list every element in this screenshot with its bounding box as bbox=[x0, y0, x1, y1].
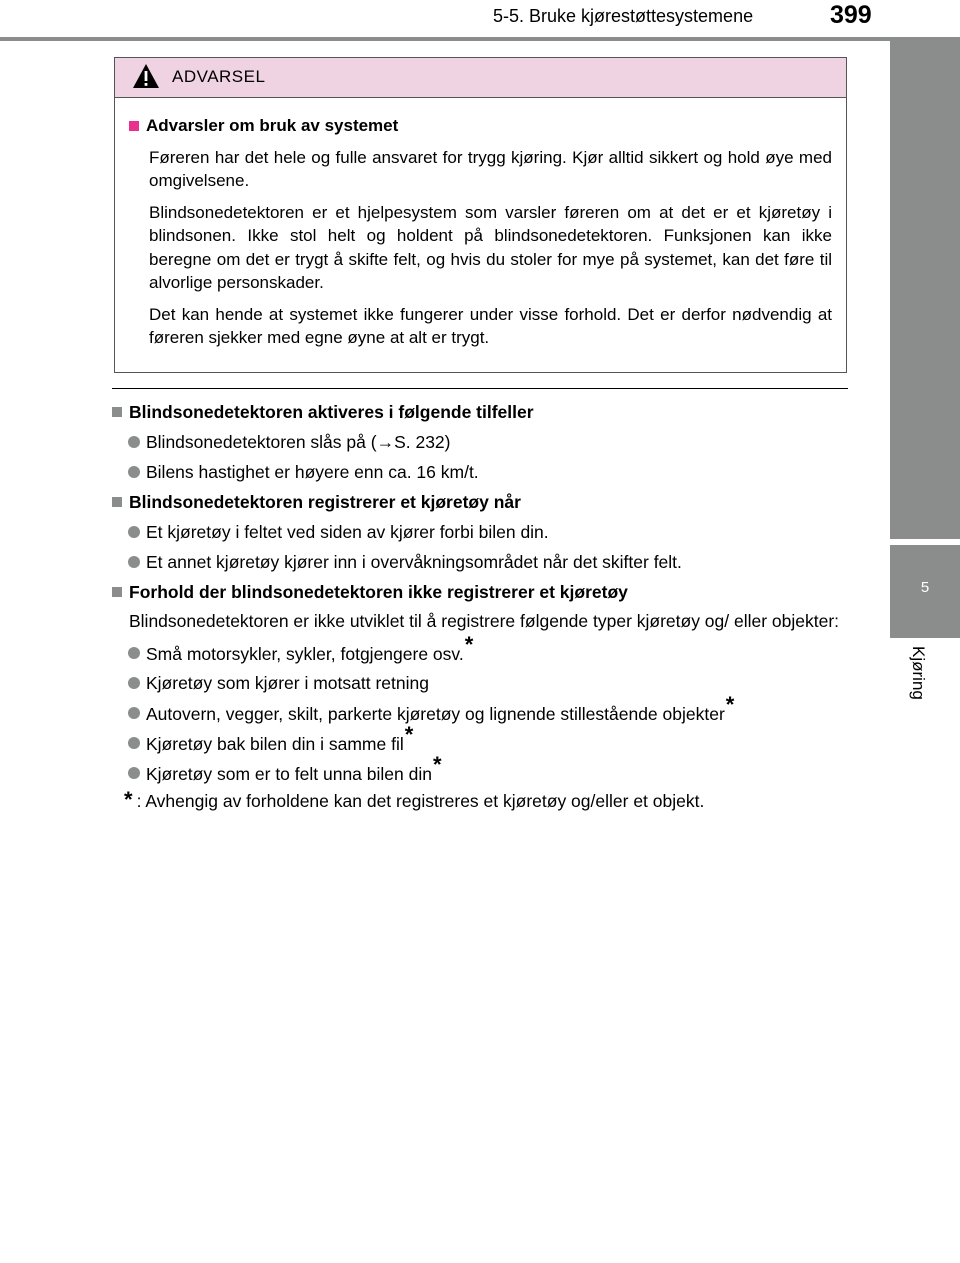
list-item bbox=[128, 550, 842, 574]
round-bullet-icon bbox=[128, 767, 140, 779]
chapter-number: 5 bbox=[920, 579, 930, 596]
round-bullet-icon bbox=[128, 526, 140, 538]
side-tab-upper bbox=[890, 41, 960, 539]
body-content bbox=[112, 400, 842, 817]
warning-title: ADVARSEL bbox=[172, 67, 266, 86]
page-number: 399 bbox=[830, 1, 872, 29]
section-heading-text: Forhold der blindsonedetektoren ikke registrerer et kjøretøy bbox=[129, 581, 628, 602]
section-heading bbox=[112, 580, 842, 604]
warning-heading-text: Advarsler om bruk av systemet bbox=[146, 116, 399, 135]
list-item-text: Et annet kjøretøy kjører inn i overvåkningsområdet når det skifter felt. bbox=[146, 551, 682, 572]
section-divider bbox=[112, 388, 848, 389]
section-heading bbox=[112, 400, 842, 424]
warning-body bbox=[115, 98, 846, 350]
section-intro: Blindsonedetektoren er ikke utviklet til å registrere følgende typer kjøretøy og/ eller objekter: bbox=[129, 611, 840, 631]
round-bullet-icon bbox=[128, 466, 140, 478]
footnote-marker: * bbox=[432, 752, 442, 777]
chapter-tab bbox=[890, 545, 960, 638]
footnote bbox=[124, 787, 842, 817]
list-item-text: Et kjøretøy i feltet ved siden av kjører forbi bilen din. bbox=[146, 521, 549, 542]
list-item-text: Små motorsykler, sykler, fotgjengere osv.* bbox=[146, 632, 474, 664]
list-item-text: Kjøretøy som kjører i motsatt retning bbox=[146, 672, 429, 693]
header-rule bbox=[0, 37, 960, 41]
list-item bbox=[128, 520, 842, 544]
round-bullet-icon bbox=[128, 556, 140, 568]
list-item bbox=[128, 692, 842, 725]
arrow-icon: → bbox=[376, 431, 395, 452]
warning-paragraph: Det kan hende at systemet ikke fungerer under visse forhold. Det er derfor nødvendig at føreren sjekker med egne øyne at alt er trygt. bbox=[149, 304, 832, 347]
round-bullet-icon bbox=[128, 737, 140, 749]
list-item bbox=[128, 671, 842, 695]
warning-paragraph: Føreren har det hele og fulle ansvaret for trygg kjøring. Kjør alltid sikkert og hold øye med omgivelsene. bbox=[149, 147, 832, 190]
round-bullet-icon bbox=[128, 677, 140, 689]
round-bullet-icon bbox=[128, 436, 140, 448]
round-bullet-icon bbox=[128, 707, 140, 719]
list-item bbox=[128, 430, 842, 454]
footnote-marker: * bbox=[404, 722, 414, 747]
section-heading bbox=[112, 490, 842, 514]
list-item-text: Blindsonedetektoren slås på (→S. 232) bbox=[146, 431, 451, 452]
round-bullet-icon bbox=[128, 647, 140, 659]
warning-triangle-icon bbox=[132, 63, 160, 89]
section-heading-text: Blindsonedetektoren registrerer et kjøretøy når bbox=[129, 491, 521, 512]
list-item bbox=[128, 632, 842, 665]
list-item-text: Autovern, vegger, skilt, parkerte kjøretøy og lignende stillestående objekter* bbox=[146, 692, 735, 724]
warning-header bbox=[115, 58, 846, 98]
square-bullet-icon bbox=[112, 497, 122, 507]
page-reference-link[interactable]: S. 232) bbox=[394, 431, 451, 452]
warning-heading bbox=[129, 114, 832, 138]
square-bullet-icon bbox=[112, 587, 122, 597]
footnote-text: : Avhengig av forholdene kan det registreres et kjøretøy og/eller et objekt. bbox=[136, 791, 705, 811]
list-item-text: Kjøretøy bak bilen din i samme fil* bbox=[146, 722, 414, 754]
square-bullet-icon bbox=[112, 407, 122, 417]
list-item-text: Kjøretøy som er to felt unna bilen din* bbox=[146, 752, 442, 784]
running-header: 5-5. Bruke kjørestøttesystemene bbox=[493, 6, 754, 26]
list-item bbox=[128, 722, 842, 755]
section-heading-text: Blindsonedetektoren aktiveres i følgende tilfeller bbox=[129, 401, 534, 422]
warning-paragraph: Blindsonedetektoren er et hjelpesystem som varsler føreren om at det er et kjøretøy i blindsonen. Ikke stol helt og holdent på blindsonedetektoren. Funksjonen kan ikke beregne om det er trygt å skifte felt, og hvis du stoler for mye på systemet, kan det føre til alvorlige personskader. bbox=[149, 202, 832, 292]
footnote-marker: * bbox=[464, 632, 474, 657]
footnote-marker: * bbox=[725, 692, 735, 717]
square-bullet-icon bbox=[129, 121, 139, 131]
warning-box bbox=[114, 57, 847, 373]
list-item bbox=[128, 460, 842, 484]
footnote-marker: * bbox=[124, 787, 133, 812]
list-item bbox=[128, 752, 842, 785]
chapter-label: Kjøring bbox=[909, 646, 928, 700]
list-item-text: Bilens hastighet er høyere enn ca. 16 km/t. bbox=[146, 461, 479, 482]
